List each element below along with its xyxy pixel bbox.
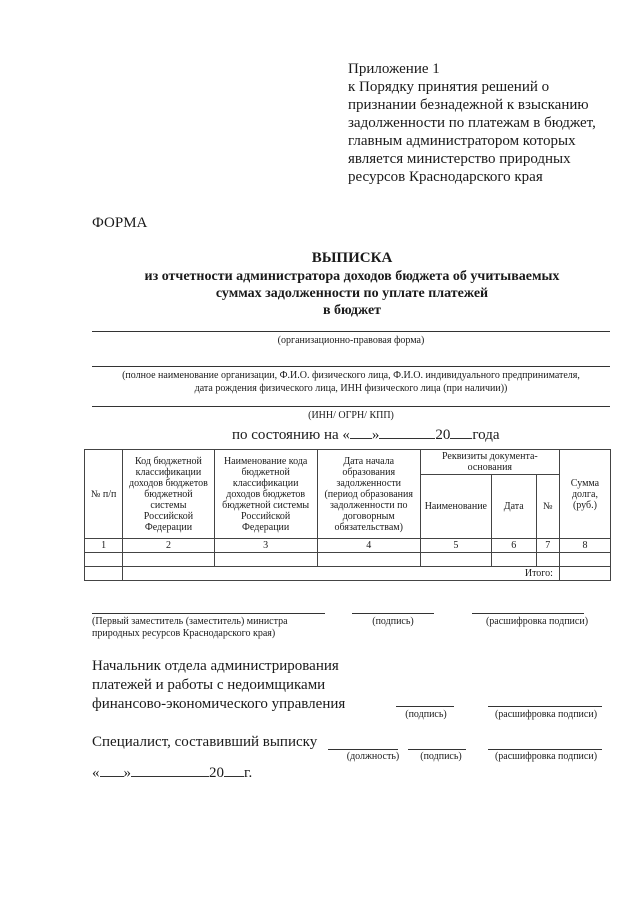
header-kbk-name: Наименование кода бюджетной классификации доходов бюджетов бюджетной системы Российской Федерации (214, 450, 317, 539)
head-signature-caption: (подпись) (405, 709, 447, 720)
specialist-signature-line[interactable] (408, 749, 466, 750)
appendix-header (348, 60, 596, 186)
as-of-year-field[interactable] (450, 426, 472, 439)
date-open-quote: « (92, 765, 100, 781)
total-label: Итого: (123, 567, 560, 581)
col-number: 3 (214, 539, 317, 553)
col-number: 5 (420, 539, 491, 553)
appendix-line: Приложение 1 (348, 61, 440, 77)
head-title (92, 657, 345, 714)
head-signature-line[interactable] (396, 706, 454, 707)
inn-line[interactable] (92, 406, 610, 407)
date-day-field[interactable] (100, 764, 124, 777)
header-kbk-code: Код бюджетной классификации доходов бюджетов бюджетной системы Российской Федерации (123, 450, 214, 539)
col-number: 4 (317, 539, 420, 553)
specialist-signature-caption: (подпись) (420, 751, 462, 762)
date-suffix: г. (244, 765, 253, 781)
as-of-day-field[interactable] (350, 426, 372, 439)
specialist-position-line[interactable] (328, 749, 398, 750)
head-title-line-3: финансово-экономического управления (92, 696, 346, 712)
head-title-line-1: Начальник отдела администрирования (92, 658, 339, 674)
inn-caption: (ИНН/ ОГРН/ КПП) (308, 410, 394, 421)
as-of-prefix: по состоянию на « (232, 427, 350, 443)
head-decoding-caption: (расшифровка подписи) (494, 709, 598, 720)
deputy-decoding-line[interactable] (472, 613, 584, 614)
debt-table (84, 449, 611, 581)
table-row (85, 553, 611, 567)
header-requisites: Реквизиты документа-основания (420, 450, 559, 475)
header-amount: Сумма долга, (руб.) (559, 450, 610, 539)
date-year-field[interactable] (224, 764, 244, 777)
deputy-signature-caption: (подпись) (372, 616, 414, 627)
header-req-date: Дата (491, 475, 536, 539)
header-req-name: Наименование (420, 475, 491, 539)
table-cell[interactable] (559, 553, 610, 567)
specialist-decoding-line[interactable] (488, 749, 602, 750)
appendix-line: является министерство природных (348, 151, 571, 167)
document-title: ВЫПИСКА (311, 250, 393, 266)
head-decoding-line[interactable] (488, 706, 602, 707)
as-of-mid: » (371, 427, 380, 443)
col-number: 6 (491, 539, 536, 553)
total-row (85, 567, 611, 581)
header-start-date: Дата начала образования задолженности (период образования задолженности по договорным обязательствам) (317, 450, 420, 539)
table-cell[interactable] (317, 553, 420, 567)
table-cell[interactable] (420, 553, 491, 567)
col-number: 2 (123, 539, 214, 553)
as-of-date (232, 426, 500, 444)
table-cell[interactable] (214, 553, 317, 567)
as-of-month-field[interactable] (379, 426, 435, 439)
deputy-decoding-caption: (расшифровка подписи) (485, 616, 589, 627)
header-req-num: № (536, 475, 559, 539)
appendix-line: главным администратором которых (348, 133, 576, 149)
form-label: ФОРМА (92, 215, 148, 231)
as-of-suffix: года (472, 427, 500, 443)
appendix-line: признании безнадежной к взысканию (348, 97, 589, 113)
total-amount-cell[interactable] (559, 567, 610, 581)
date-close-quote: » (123, 765, 131, 781)
document-subtitle (92, 268, 612, 319)
deputy-title-line-1: (Первый заместитель (заместитель) министра (92, 616, 288, 627)
col-number: 1 (85, 539, 123, 553)
deputy-signature-line[interactable] (352, 613, 434, 614)
table-cell[interactable] (536, 553, 559, 567)
specialist-decoding-caption: (расшифровка подписи) (494, 751, 598, 762)
subtitle-line-2: суммах задолженности по уплате платежей (215, 286, 489, 301)
date-month-field[interactable] (131, 764, 209, 777)
specialist-label: Специалист, составивший выписку (92, 734, 318, 750)
full-name-line[interactable] (92, 366, 610, 367)
signature-date (92, 764, 252, 783)
head-title-line-2: платежей и работы с недоимщиками (92, 677, 326, 693)
header-num: № п/п (85, 450, 123, 539)
deputy-title-line-2: природных ресурсов Краснодарского края) (92, 628, 276, 639)
deputy-title-caption (92, 616, 352, 640)
appendix-line: ресурсов Краснодарского края (348, 169, 543, 185)
full-name-caption-2: дата рождения физического лица, ИНН физического лица (при наличии)) (194, 383, 508, 394)
table-cell[interactable] (491, 553, 536, 567)
appendix-line: к Порядку принятия решений о (348, 79, 550, 95)
as-of-year-prefix: 20 (435, 427, 451, 443)
full-name-caption-1: (полное наименование организации, Ф.И.О. физического лица, Ф.И.О. индивидуального предпринимателя, (122, 370, 580, 381)
legal-form-line[interactable] (92, 331, 610, 332)
total-spacer (85, 567, 123, 581)
subtitle-line-1: из отчетности администратора доходов бюджета об учитываемых (144, 269, 560, 284)
legal-form-caption: (организационно-правовая форма) (277, 335, 425, 346)
col-number: 7 (536, 539, 559, 553)
specialist-position-caption: (должность) (346, 751, 400, 762)
col-number: 8 (559, 539, 610, 553)
table-cell[interactable] (123, 553, 214, 567)
table-cell[interactable] (85, 553, 123, 567)
deputy-title-line[interactable] (92, 613, 325, 614)
subtitle-line-3: в бюджет (322, 303, 382, 318)
date-year-prefix: 20 (209, 765, 224, 781)
appendix-line: задолженности по платежам в бюджет, (348, 115, 596, 131)
